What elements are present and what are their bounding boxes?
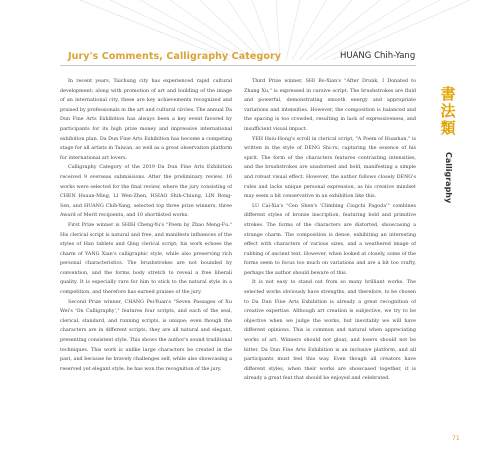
category-char: 類 <box>440 119 456 137</box>
paragraph: Third Prize winner, SHI Bo-Xian's "After Drunk, I Donated to Zhang Xu," is expressed in cursive script. The brushstrokes are fluid and powerful, demonstrating smooth energy and appropriate variations and intensities. However, the composition is balanced and the spacing is too crowded, resulting in lack of expressiveness, and insufficient visual impact. <box>244 78 416 132</box>
left-text-column <box>60 77 232 439</box>
right-text-column <box>244 77 416 439</box>
category-label-english: Calligraphy <box>444 152 453 204</box>
category-label-chinese <box>436 86 460 137</box>
page-number: 71 <box>452 435 460 442</box>
paragraph: YEH Hsiu-Hong's scroll in clerical script, "A Poem of Huashan," is written in the style of DENG Shi-ru, capturing the essence of his spirit. The form of the characters features contrasting intensities, and the brushstrokes are unadorned and bold, manifesting a simple and robust visual effect. However, the author follows closely DENG's rules and lacks unique personal expression, as his creative mindset may seem a bit conservative in an exhibition like this. <box>244 135 416 200</box>
category-char: 法 <box>440 102 456 120</box>
paragraph: First Prize winner is SHIH Cheng-Yu's "Poem by Zhao Meng-Fu." His clerical script is natural and free, and manifests influences of the styles of Han tablets and Qing clerical script; his work echoes the charm of YANG Xian's calligraphic style, while also preserving rich personal characteristics. The brushstrokes are not bounded by convention, and the forms body stretch to reveal a free liberali quality. It is especially rare for him to stick to the natural style in a competition, and therefore has earned praises of the jury. <box>60 221 232 296</box>
title-divider <box>60 65 416 66</box>
paragraph: LU Cai-Xia's "Cen Shen's 'Climbing Ciugchi Pagoda'" combines different styles of bronze inscription, featuring bold and primitive strokes. The forms of the characters are distorted, showcasing a strange charm. The composition is dense, exhibiting an interesting effect with characters of various sizes, and a weathered image of rubbing of ancient text. However, when looked at closely, some of the forms seem to focus too much on variations and are a bit too crafty, perhaps the author should beware of this. <box>244 202 416 276</box>
paragraph: It is not easy to stand out from so many brilliant works. The selected works obviously have strengths, and therefore, to be chosen to Da Dun Fine Arts Exhibition is already a great recognition of creative expertise. Although art creation is subjective, we try to be objective when we judge the works, but inevitably we will have different opinions. This is common and natural when appreciating works of art. Winners should not gloat, and losers should not be bitter. Da Dun Fine Arts Exhibition is an inclusive platform, and all participants must feel this way. Even though all creators have different styles, when their works are showcased together, it is already a great feat that should be enjoyed and celebrated. <box>244 279 416 382</box>
category-char: 書 <box>440 85 456 103</box>
author-name: HUANG Chih-Yang <box>340 51 416 61</box>
paragraph: In recent years, Taichung city has experienced rapid cultural development; along with promotion of art and building of the image of an international city, these are key achievements recognized and praised by professionals in the art and cultural circles. The annual Da Dun Fine Arts Exhibition has always been a key event favored by participants for its high prize money and impressive international exhibition plan. Da Dun Fine Arts Exhibition has become a competing stage for all artists in Taiwan, as well as a great observation platform for international art lovers. <box>60 78 232 161</box>
paragraph: Second Prize winner, CHANG Pei-Yuan's "Seven Passages of Xu Wei's 'On Calligraphy'," features four scripts, and each of the seal, clerical, standard, and running scripts, is unique; even though the characters are in different scripts, they are all natural and elegant, presenting consistent style. This shows the author's sound traditional techniques. This work is unlike large characters be created in the past, and because he bravely challenges self, while also showcasing a reserved yet elegant style, he has won the recognition of the jury. <box>60 298 232 372</box>
page-title: Jury's Comments, Calligraphy Category <box>68 51 282 62</box>
paragraph: Calligraphy Category of the 2019 Da Dun Fine Arts Exhibition received 9 overseas submissions. After the preliminary review, 16 works were selected for the final review, where the jury consisting of CHEN Hsuan-Ming, LI Wen-Zhen, HSIAO Shih-Chiung, LIN Rong-Sen, and HUANG Chih-Yang, selected top three prize winners, three Award of Merit recipients, and 10 shortlisted works. <box>60 164 232 219</box>
